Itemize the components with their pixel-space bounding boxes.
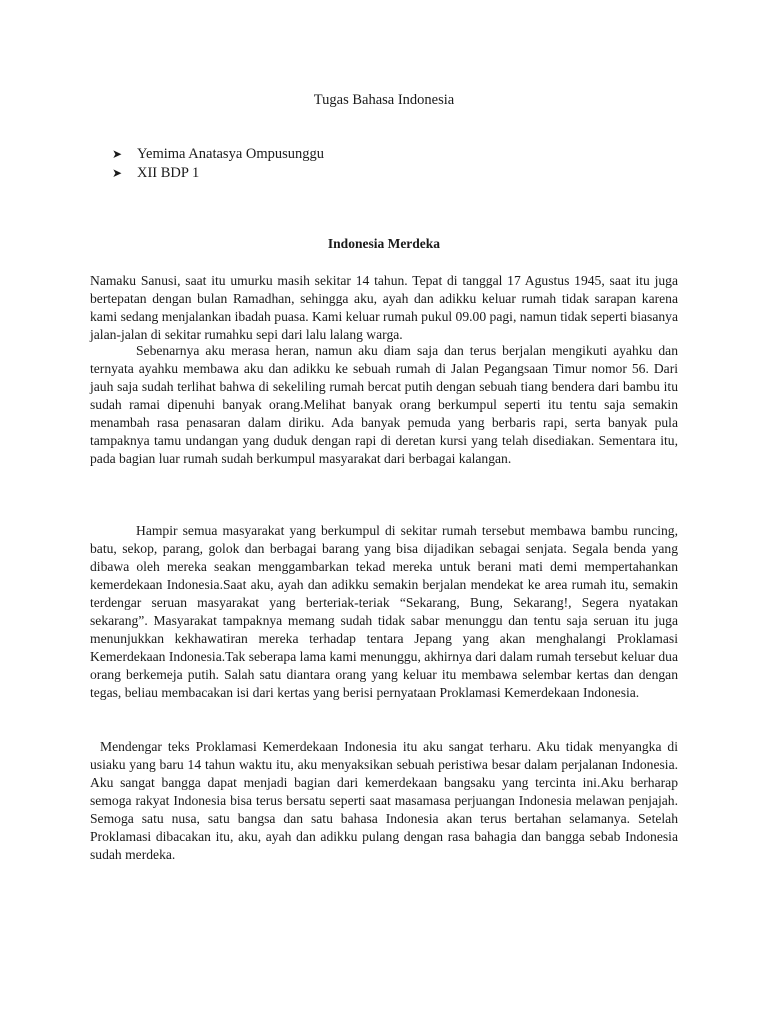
arrowhead-bullet-icon: ➤ — [112, 147, 123, 161]
paragraph: Mendengar teks Proklamasi Kemerdekaan Indonesia itu aku sangat terharu. Aku tidak menyangka di usiaku yang baru 14 tahun waktu itu, aku menyaksikan sebuah peristiwa besar dalam perjalanan Indonesia. Aku sangat bangga dapat menjadi bagian dari kemerdekaan bangsaku yang tercinta ini.Aku berharap semoga rakyat Indonesia bisa terus bersatu seperti saat masamasa perjuangan Indonesia melawan penjajah. Semoga satu nusa, satu bangsa dan satu bahasa Indonesia akan terus bertahan selamanya. Setelah Proklamasi dibacakan itu, aku, ayah dan adikku pulang dengan rasa bahagia dan bangga sebab Indonesia sudah merdeka. — [90, 739, 678, 862]
paragraph: Hampir semua masyarakat yang berkumpul di sekitar rumah tersebut membawa bambu runcing, batu, sekop, parang, golok dan berbagai barang yang bisa dijadikan sebagai senjata. Segala benda yang dibawa oleh mereka seakan menggambarkan tekad mereka untuk berani mati demi mempertahankan kemerdekaan Indonesia.Saat aku, ayah dan adikku semakin berjalan mendekat ke area rumah itu, semakin terdengar seruan masyarakat yang berteriak-teriak “Sekarang, Bung, Sekarang!, Segera nyatakan sekarang”. Masyarakat tampaknya memang sudah tidak sabar menunggu dan tentu saja seruan itu juga menunjukkan kekhawatiran mereka terhadap tentara Jepang yang akan menghalangi Proklamasi Kemerdekaan Indonesia.Tak seberapa lama kami menunggu, akhirnya dari dalam rumah tersebut keluar dua orang berkemeja putih. Salah satu diantara orang yang keluar itu membawa selembar kertas dan dengan tegas, beliau membacakan isi dari kertas yang berisi pernyataan Proklamasi Kemerdekaan Indonesia. — [90, 523, 678, 700]
story-heading: Indonesia Merdeka — [327, 236, 441, 251]
list-item — [112, 145, 324, 164]
arrowhead-bullet-icon: ➤ — [112, 166, 123, 180]
list-item — [112, 164, 324, 183]
document-title: Tugas Bahasa Indonesia — [313, 92, 455, 108]
student-name: Yemima Anatasya Ompusunggu — [137, 146, 325, 162]
student-class: XII BDP 1 — [137, 165, 200, 181]
paragraph: Sebenarnya aku merasa heran, namun aku diam saja dan terus berjalan mengikuti ayahku dan ternyata ayahku membawa aku dan adikku ke sebuah rumah di Jalan Pegangsaan Timur nomor 56. Dari jauh saja sudah terlihat bahwa di sekeliling rumah bercat putih dengan sebuah tiang bendera dari bambu itu sudah ramai dipenuhi banyak orang.Melihat banyak orang berkumpul seperti itu tentu saja semakin menambah rasa penasaran dalam diriku. Ada banyak pemuda yang berbaris rapi, serta banyak pula tampaknya tamu undangan yang duduk dengan rapi di deretan kursi yang telah disediakan. Sementara itu, pada bagian luar rumah sudah berkumpul masyarakat dari berbagai kalangan. — [90, 343, 678, 466]
student-info-list — [112, 145, 324, 183]
paragraph: Namaku Sanusi, saat itu umurku masih sekitar 14 tahun. Tepat di tanggal 17 Agustus 1945, saat itu juga bertepatan dengan bulan Ramadhan, sehingga aku, ayah dan adikku keluar rumah tidak sarapan karena kami sedang menjalankan ibadah puasa. Kami keluar rumah pukul 09.00 pagi, namun tidak seperti biasanya jalan-jalan di sekitar rumahku sepi dari lalu lalang warga. — [90, 273, 678, 342]
